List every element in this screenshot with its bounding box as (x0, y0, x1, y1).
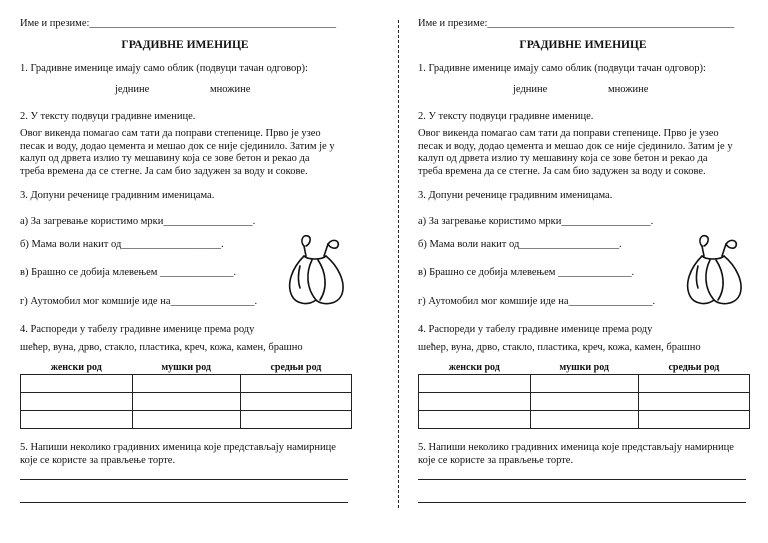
table-cell[interactable] (240, 375, 351, 393)
story-line: треба времена да се стегне. Ја сам био задужен за воду и сокове. (418, 165, 706, 177)
table-cell[interactable] (638, 393, 749, 411)
fill-item-c: в) Брашно се добија млевењем ______________. (418, 267, 635, 278)
question-5: 5. Напиши неколико градивних именица које представљају намирнице које се користе за прављење торте. (418, 442, 734, 466)
story-paragraph (418, 128, 750, 178)
name-field-label: Име и презиме:_______________________________________________ (418, 18, 735, 29)
answer-line[interactable] (20, 502, 348, 503)
option-singular: једнине (115, 84, 150, 95)
question-5: 5. Напиши неколико градивних именица које представљају намирнице које се користе за прављење торте. (20, 442, 336, 466)
table-cell[interactable] (132, 375, 240, 393)
answer-line[interactable] (20, 479, 348, 480)
fill-item-a: а) За загревање користимо мрки_________________. (20, 216, 256, 227)
question-4: 4. Распореди у табелу градивне именице према роду (418, 324, 653, 335)
worksheet-left (20, 0, 380, 543)
question-3: 3. Допуни реченице градивним именицама. (20, 190, 215, 201)
story-line: Овог викенда помагао сам тати да поправи степенице. Прво је узео (20, 128, 321, 139)
flour-sack-icon (680, 226, 748, 308)
word-list: шећер, вуна, дрво, стакло, пластика, креч, кожа, камен, брашно (418, 342, 701, 353)
answer-line[interactable] (418, 502, 746, 503)
option-singular: једнине (513, 84, 548, 95)
flour-sack-icon (282, 226, 350, 308)
worksheet-title: ГРАДИВНЕ ИМЕНИЦЕ (519, 39, 647, 51)
answer-line[interactable] (418, 479, 746, 480)
story-line: треба времена да се стегне. Ја сам био задужен за воду и сокове. (20, 165, 308, 177)
question-1: 1. Градивне именице имају само облик (подвуци тачан одговор): (418, 63, 706, 74)
gender-table (20, 362, 352, 429)
option-plural: множине (608, 84, 649, 95)
story-line: калуп од дрвета излио ту мешавину која се зове бетон и рекао да (418, 153, 708, 165)
table-cell[interactable] (21, 411, 133, 429)
table-cell[interactable] (132, 411, 240, 429)
table-cell[interactable] (419, 375, 531, 393)
header-feminine: женски род (50, 362, 102, 373)
table-cell[interactable] (240, 393, 351, 411)
word-list: шећер, вуна, дрво, стакло, пластика, креч, кожа, камен, брашно (20, 342, 303, 353)
table-cell[interactable] (21, 393, 133, 411)
header-feminine: женски род (448, 362, 500, 373)
table-cell[interactable] (530, 393, 638, 411)
header-neuter: средњи род (270, 362, 322, 373)
question-1: 1. Градивне именице имају само облик (подвуци тачан одговор): (20, 63, 308, 74)
question-2: 2. У тексту подвуци градивне именице. (418, 111, 594, 122)
option-plural: множине (210, 84, 251, 95)
worksheet-right (418, 0, 768, 543)
question-4: 4. Распореди у табелу градивне именице према роду (20, 324, 255, 335)
story-line: Овог викенда помагао сам тати да поправи степенице. Прво је узео (418, 128, 719, 139)
header-masculine: мушки род (559, 362, 609, 373)
table-cell[interactable] (638, 375, 749, 393)
table-cell[interactable] (419, 393, 531, 411)
header-masculine: мушки род (161, 362, 211, 373)
table-cell[interactable] (419, 411, 531, 429)
fill-item-c: в) Брашно се добија млевењем ______________. (20, 267, 237, 278)
fill-item-a: а) За загревање користимо мрки_________________. (418, 216, 654, 227)
table-cell[interactable] (21, 375, 133, 393)
fill-item-b: б) Мама воли накит од___________________. (20, 239, 224, 250)
story-line: песак и воду, додао цемента и мешао док се није сјединило. Затим је у (20, 140, 335, 152)
gender-table (418, 362, 750, 429)
fill-item-d: г) Аутомобил мог комшије иде на________________. (20, 296, 258, 307)
name-field-label: Име и презиме:_______________________________________________ (20, 18, 337, 29)
table-cell[interactable] (530, 411, 638, 429)
worksheet-title: ГРАДИВНЕ ИМЕНИЦЕ (121, 39, 249, 51)
story-paragraph (20, 128, 352, 178)
table-cell[interactable] (240, 411, 351, 429)
question-2: 2. У тексту подвуци градивне именице. (20, 111, 196, 122)
table-cell[interactable] (530, 375, 638, 393)
fill-item-b: б) Мама воли накит од___________________. (418, 239, 622, 250)
cut-line-divider (398, 20, 399, 508)
table-cell[interactable] (132, 393, 240, 411)
table-cell[interactable] (638, 411, 749, 429)
story-line: песак и воду, додао цемента и мешао док се није сјединило. Затим је у (418, 140, 733, 152)
header-neuter: средњи род (668, 362, 720, 373)
story-line: калуп од дрвета излио ту мешавину која се зове бетон и рекао да (20, 153, 310, 165)
question-3: 3. Допуни реченице градивним именицама. (418, 190, 613, 201)
fill-item-d: г) Аутомобил мог комшије иде на________________. (418, 296, 656, 307)
